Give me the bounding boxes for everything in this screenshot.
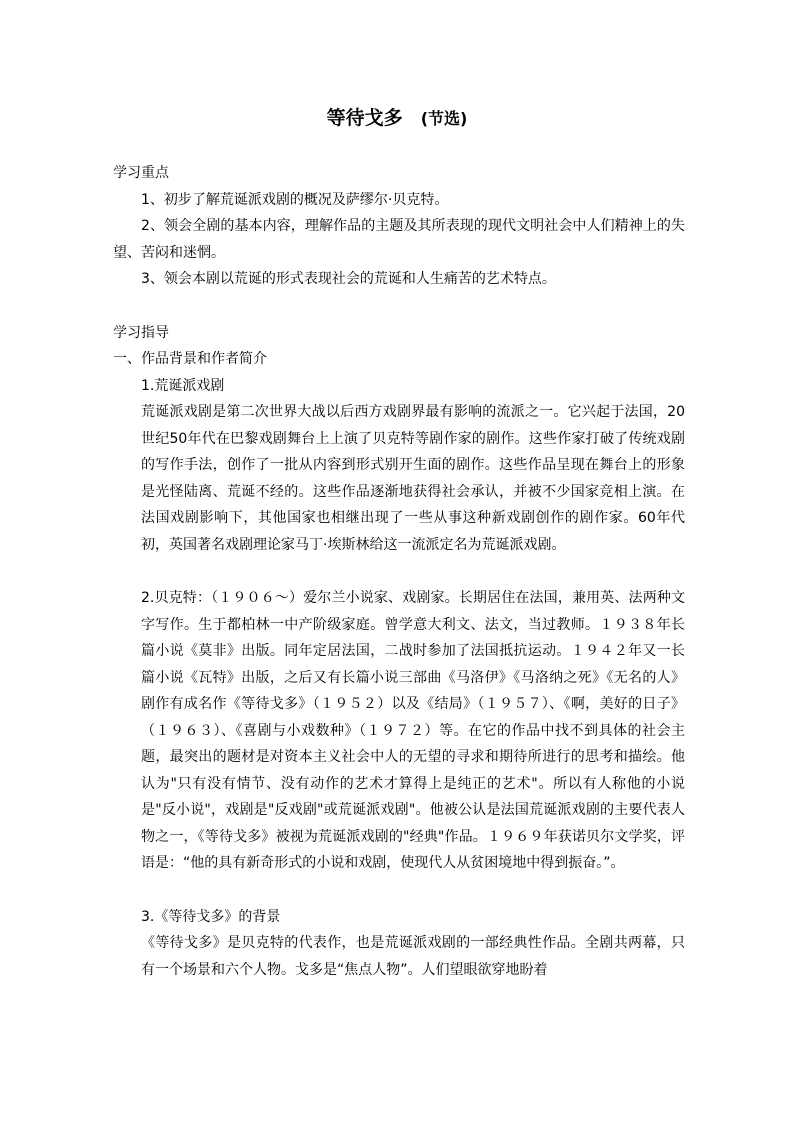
subsection-title-absurd-drama: 1.荒诞派戏剧	[141, 377, 225, 394]
focus-item: 2、领会全剧的基本内容，理解作品的主题及其所表现的现代文明社会中人们精神上的失望、苦闷和迷惘。	[113, 218, 685, 261]
subsection-text-beckett: （１９０６～）爱尔兰小说家、戏剧家。长期居住在法国，兼用英、法两种文字写作。生于都柏林一中产阶级家庭。曾学意大利文、法文，当过教师。１９３８年长篇小说《莫非》出版。同年定居法国，二战时参加了法国抵抗运动。１９４２年又一长篇小说《瓦特》出版，之后又有长篇小说三部曲《马洛伊》《马洛纳之死》《无名的人》剧作有成名作《等待戈多》（１９５２）以及《结局》（１９５７）、《啊，美好的日子》（１９６３）、《喜剧与小戏数种》（１９７２）等。在它的作品中找不到具体的社会主题，最突出的题材是对资本主义社会中人的无望的寻求和期待所进行的思考和描绘。他认为"只有没有情节、没有动作的艺术才算得上是纯正的艺术"。所以有人称他的小说是"反小说"，戏剧是"反戏剧"或荒诞派戏剧"。他被公认是法国荒诞派戏剧的主要代表人物之一，《等待戈多》被视为荒诞派戏剧的"经典"作品。１９６９年获诺贝尔文学奖，评语是：“他的具有新奇形式的小说和戏剧，使现代人从贫困境地中得到振奋。”。	[141, 590, 686, 871]
document-title: 等待戈多	[326, 107, 403, 129]
document-body	[113, 160, 685, 983]
focus-item: 1、初步了解荒诞派戏剧的概况及萨缪尔·贝克特。	[141, 191, 449, 208]
spacer	[113, 558, 685, 585]
subsection-text-absurd-drama: 荒诞派戏剧是第二次世界大战以后西方戏剧界最有影响的流派之一。它兴起于法国，20世纪50年代在巴黎戏剧舞台上上演了贝克特等剧作家的剧作。这些作家打破了传统戏剧的写作手法，创作了一批从内容到形式别开生面的剧作。这些作品呈现在舞台上的形象是光怪陆离、荒诞不经的。这些作品逐渐地获得社会承认，并被不少国家竞相上演。在法国戏剧影响下，其他国家也相继出现了一些从事这种新戏剧创作的剧作家。60年代初，英国著名戏剧理论家马丁·埃斯林给这一流派定名为荒诞派戏剧。	[141, 404, 685, 553]
guide-heading: 学习指导	[113, 324, 169, 341]
spacer	[113, 293, 685, 320]
section-title: 一、作品背景和作者简介	[113, 351, 267, 367]
subsection-beckett	[113, 585, 685, 877]
subsection-text-background: 《等待戈多》是贝克特的代表作，也是荒诞派戏剧的一部经典性作品。全剧共两幕，只有一个场景和六个人物。戈多是“焦点人物”。人们望眼欲穿地盼着	[141, 935, 685, 978]
spacer	[113, 877, 685, 904]
document-title-row	[0, 103, 794, 134]
subsection-title-beckett: 2.贝克特：	[141, 590, 212, 606]
subsection-title-background: 3.《等待戈多》的背景	[141, 908, 281, 925]
focus-item: 3、领会本剧以荒诞的形式表现社会的荒诞和人生痛苦的艺术特点。	[141, 271, 556, 287]
focus-heading: 学习重点	[113, 165, 169, 181]
document-subtitle: (节选)	[420, 109, 468, 128]
